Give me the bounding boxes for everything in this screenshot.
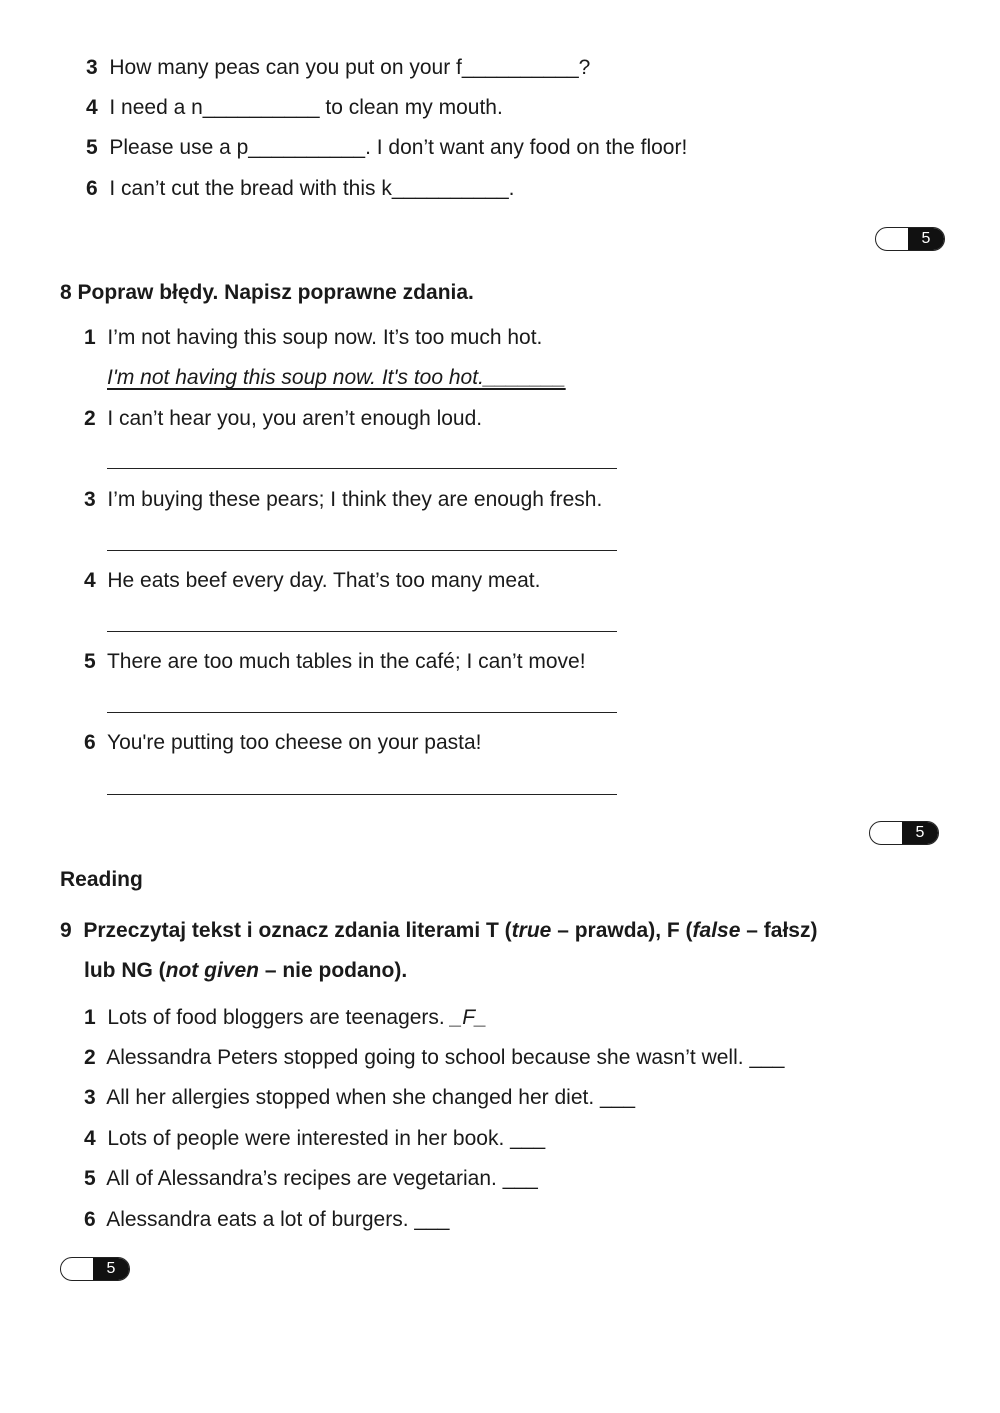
answer-line[interactable] <box>107 550 617 551</box>
item-number: 6 <box>84 1208 96 1231</box>
exercise-instruction-cont <box>84 958 407 984</box>
instruction-text: – nie podano). <box>259 959 408 982</box>
item-number: 3 <box>84 1086 96 1109</box>
score-value: 5 <box>93 1258 129 1280</box>
ex8-item <box>84 487 602 513</box>
item-number: 6 <box>86 177 98 200</box>
item-text: Lots of people were interested in her book. <box>107 1127 505 1150</box>
item-text: There are too much tables in the café; I can’t move! <box>106 650 586 673</box>
item-text: I’m not having this soup now. It’s too much hot. <box>107 326 543 349</box>
answer-line[interactable] <box>107 631 617 632</box>
instruction-text: Przeczytaj tekst i oznacz zdania literami T ( <box>83 919 512 942</box>
answer-blank[interactable]: ___ <box>600 1086 636 1109</box>
instruction-text: lub NG ( <box>84 959 166 982</box>
item-number: 1 <box>84 326 96 349</box>
instruction-text: false <box>692 919 741 942</box>
ex8-item <box>84 568 540 594</box>
item-text: I’m buying these pears; I think they are enough fresh. <box>107 488 603 511</box>
ex8-item <box>84 325 542 351</box>
ex9-item <box>84 1126 545 1152</box>
item-number: 5 <box>84 1167 96 1190</box>
answer-blank[interactable]: ___ <box>414 1208 450 1231</box>
answer-blank[interactable]: ___ <box>749 1046 785 1069</box>
ex9-item <box>84 1207 449 1233</box>
answer-line[interactable] <box>107 794 617 795</box>
item-text: How many peas can you put on your f__________? <box>109 56 591 79</box>
item-text: Alessandra Peters stopped going to school because she wasn’t well. <box>106 1046 744 1069</box>
item-text: Alessandra eats a lot of burgers. <box>106 1208 409 1231</box>
item-number: 3 <box>86 56 98 79</box>
item-text: I can’t hear you, you aren’t enough loud. <box>107 407 483 430</box>
item-number: 1 <box>84 1006 96 1029</box>
score-value: 5 <box>908 228 944 250</box>
item-text: I need a n__________ to clean my mouth. <box>109 96 503 119</box>
item-number: 5 <box>86 136 98 159</box>
instruction-text: not given <box>165 959 259 982</box>
exercise-instruction <box>60 918 817 944</box>
item-number: 4 <box>84 569 96 592</box>
answer-line[interactable] <box>107 468 617 469</box>
score-box[interactable] <box>869 821 939 845</box>
instruction-text: – fałsz) <box>740 919 818 942</box>
ex9-item <box>84 1045 784 1071</box>
ex9-item <box>84 1166 538 1192</box>
item-number: 6 <box>84 731 96 754</box>
item-text: All of Alessandra’s recipes are vegetarian. <box>106 1167 497 1190</box>
item-number: 2 <box>84 407 96 430</box>
answer-blank[interactable]: ___ <box>502 1167 538 1190</box>
item-text: I can’t cut the bread with this k__________. <box>109 177 515 200</box>
instruction-text: true <box>511 919 552 942</box>
score-box[interactable] <box>875 227 945 251</box>
instruction-text: – prawda), F ( <box>551 919 693 942</box>
section-heading-reading: Reading <box>60 868 143 891</box>
ex7-item <box>86 95 503 121</box>
item-number: 3 <box>84 488 96 511</box>
item-text: All her allergies stopped when she changed her diet. <box>106 1086 595 1109</box>
score-value: 5 <box>902 822 938 844</box>
item-text: Lots of food bloggers are teenagers. <box>107 1006 445 1029</box>
score-box[interactable] <box>60 1257 130 1281</box>
ex7-item <box>86 135 687 161</box>
ex7-item <box>86 176 514 202</box>
item-text: He eats beef every day. That’s too many meat. <box>107 569 541 592</box>
exercise-number: 9 <box>60 919 72 942</box>
exercise-heading: 8 Popraw błędy. Napisz poprawne zdania. <box>60 281 474 304</box>
ex8-item <box>84 649 586 675</box>
answer-blank[interactable]: _F_ <box>450 1006 487 1029</box>
ex9-item <box>84 1085 635 1111</box>
item-text: You're putting too cheese on your pasta! <box>106 731 482 754</box>
item-number: 4 <box>86 96 98 119</box>
answer-line[interactable] <box>107 712 617 713</box>
ex8-item <box>84 406 482 432</box>
ex7-item <box>86 55 590 81</box>
item-number: 2 <box>84 1046 96 1069</box>
item-number: 4 <box>84 1127 96 1150</box>
ex8-item <box>84 730 482 756</box>
item-text: Please use a p__________. I don’t want any food on the floor! <box>109 136 688 159</box>
ex9-item <box>84 1005 487 1031</box>
item-number: 5 <box>84 650 96 673</box>
answer-blank[interactable]: ___ <box>510 1127 546 1150</box>
example-answer: I'm not having this soup now. It's too hot._______ <box>107 366 566 389</box>
